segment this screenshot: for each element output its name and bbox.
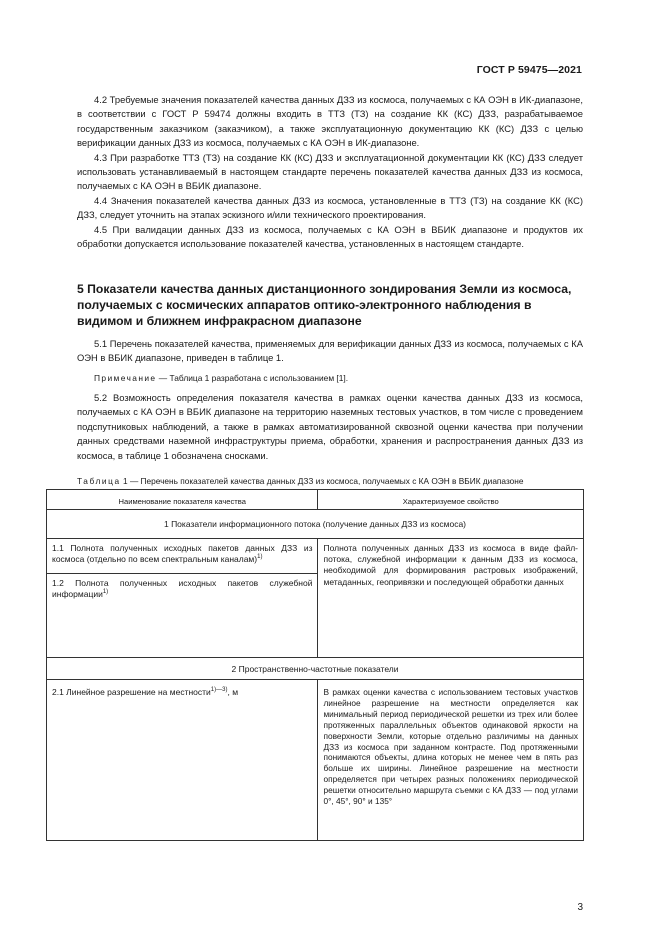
table-cell-row-1-desc: Полнота полученных данных ДЗЗ из космоса в виде файл-потока, служебной информации к данным ДЗЗ из космоса, необходимой для формирования растровых изображений, метаданных, геопривязки и последующей обработки данных — [318, 539, 584, 658]
paragraph-4-2: 4.2 Требуемые значения показателей качества данных ДЗЗ из космоса, получаемых с КА ОЭН в ИК-диапазоне, в соответствии с ГОСТ Р 59474 должны входить в ТТЗ (ТЗ) на создание КК (КС) ДЗЗ, разрабатываемое государственным заказчиком (заказчиком), а также эксплуатационную документацию КК (КС) ДЗЗ с целью верификации данных ДЗЗ из космоса, получаемых с КА ОЭН в ИК-диапазоне. — [77, 94, 583, 149]
paragraph-5-1-block — [77, 337, 583, 366]
paragraph-5-2-block — [77, 391, 583, 463]
paragraph-4-4: 4.4 Значения показателей качества данных ДЗЗ из космоса, установленные в ТТЗ (ТЗ) на создание КК (КС) ДЗЗ, следует уточнить на этапах эскизного и/или технического проектирования. — [77, 194, 583, 221]
page-number: 3 — [577, 902, 583, 913]
standard-code: ГОСТ Р 59475—2021 — [476, 64, 582, 76]
table-cell-row-1-2: 1.2 Полнота полученных исходных пакетов служебной информации$^{1)}$ — [47, 574, 318, 658]
group-row-1: 1 Показатели информационного потока (получение данных ДЗЗ из космоса) — [47, 510, 584, 539]
table-header-property: Характеризуемое свойство — [318, 490, 584, 510]
paragraph-5-1: 5.1 Перечень показателей качества, применяемых для верификации данных ДЗЗ из космоса, получаемых с КА ОЭН в ВБИК диапазоне, приведен в таблице 1. — [77, 338, 583, 364]
clause-4-paragraphs — [77, 93, 583, 251]
table-cell-row-2-desc: В рамках оценки качества с использованием тестовых участков линейное разрешение на местности определяется как минимальный период периодической решетки из трех или более протяженных параллельных объектов одинаковой яркости на поверхности Земли, которые отдельно различимы на данных ДЗЗ из космоса при заданном контрасте. Под протяженными понимаются объекты, длина которых не менее чем в пять раз больше их ширины. Линейное разрешение на местности определяется при четырех разных положениях периодической решетки относительно маршрута съемки с КА ДЗЗ — под углами 0°, 45°, 90° и 135° — [318, 680, 584, 841]
table-cell-row-1-1: 1.1 Полнота полученных исходных пакетов данных ДЗЗ из космоса (отдельно по всем спектральным каналам)$^{1)}$ — [47, 539, 318, 574]
table-caption-text: 1 — Перечень показателей качества данных ДЗЗ из космоса, получаемых с КА ОЭН в ВБИК диапазоне — [120, 476, 524, 486]
table-header-name: Наименование показателя качества — [47, 490, 318, 510]
note-label: Примечание — [94, 373, 157, 383]
paragraph-5-2: 5.2 Возможность определения показателя качества в рамках оценки качества данных ДЗЗ из космоса, получаемых с КА ОЭН в ВБИК диапазоне на территорию наземных тестовых участков, в том числе с проведением подспутниковых наблюдений, а также в рамках автоматизированной сквозной оценки качества при получении данных средствами наземной инфраструктуры приема, обработки, хранения и распространения данных ДЗЗ из космоса, в таблице 1 обозначена сносками. — [77, 392, 583, 461]
table-caption-label: Таблица — [77, 476, 121, 486]
paragraph-4-5: 4.5 При валидации данных ДЗЗ из космоса, получаемых с КА ОЭН в ВБИК диапазоне и продуктов их обработки допускается использование показателей качества, установленных в настоящем стандарте. — [77, 223, 583, 250]
table-cell-row-2-1: 2.1 Линейное разрешение на местности$^{1)—3)}$, м — [47, 680, 318, 841]
quality-indicators-table — [46, 489, 584, 841]
table-caption — [77, 476, 585, 486]
group-row-2: 2 Пространственно-частотные показатели — [47, 658, 584, 680]
section-5-heading: 5 Показатели качества данных дистанционного зондирования Земли из космоса, получаемых с космических аппаратов оптико-электронного наблюдения в видимом и ближнем инфракрасном диапазоне — [77, 282, 572, 328]
note-text: — Таблица 1 разработана с использованием [1]. — [156, 373, 349, 383]
paragraph-4-3: 4.3 При разработке ТТЗ (ТЗ) на создание КК (КС) ДЗЗ и эксплуатационной документации КК (КС) ДЗЗ следует использовать устанавливаемый в настоящем стандарте перечень показателей качества данных ДЗЗ из космоса, получаемых с КА ОЭН в ВБИК диапазоне. — [77, 151, 583, 192]
note — [94, 373, 348, 383]
